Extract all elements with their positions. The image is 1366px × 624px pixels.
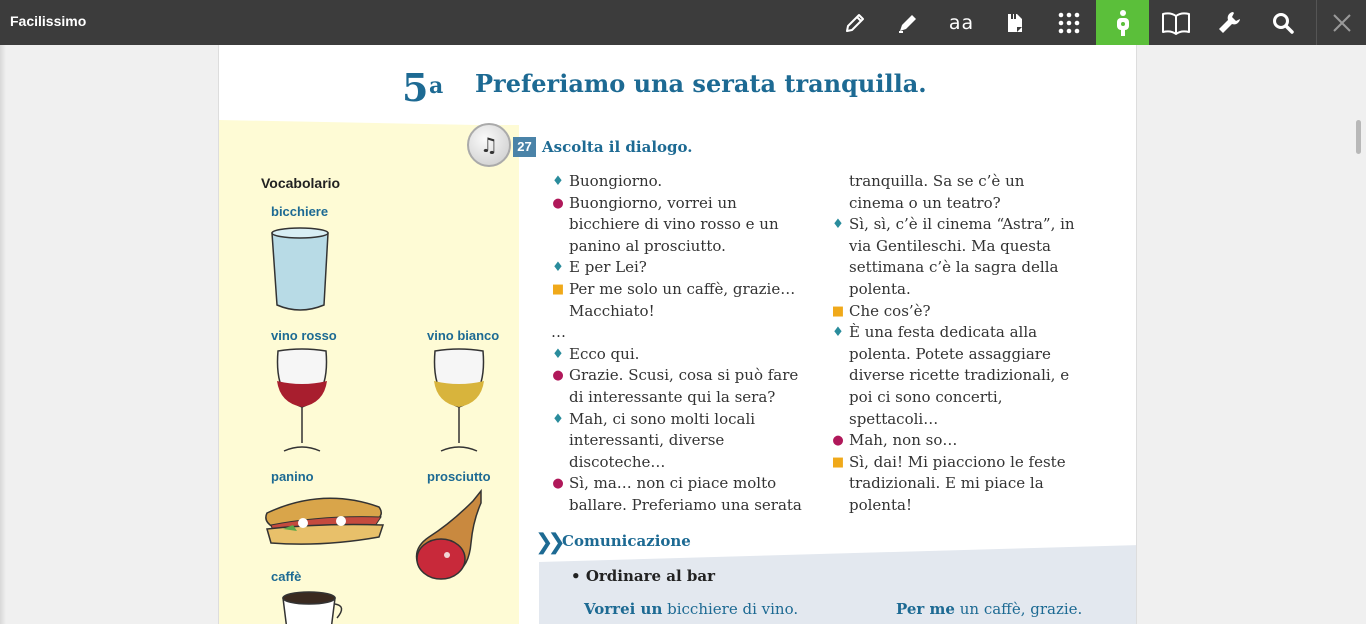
book-page [218,45,1137,624]
chevron-double-right-icon: ❯❯ [535,530,560,555]
unit-number: 5 [402,65,429,110]
music-note-icon: ♫ [480,133,498,157]
dialog-text: Mah, ci sono molti locali [569,409,756,428]
dialog-text: di interessante qui la sera? [569,387,776,406]
track-number: 27 [513,137,536,157]
dialog-line [551,365,811,408]
circle-marker-icon: ● [552,195,564,211]
tools-button[interactable] [1203,0,1256,45]
dialog-text: … [551,323,566,342]
dialog-text: discoteche… [569,452,666,471]
dialog-text: settimana c’è la sagra della [849,258,1059,277]
apps-grid-button[interactable] [1042,0,1095,45]
dialog-line [551,279,811,322]
dialog-text: tranquilla. Sa se c’è un [849,172,1025,190]
dialog-line [831,301,1091,323]
vocab-label-bicchiere: bicchiere [271,204,329,219]
accessibility-button[interactable] [1096,0,1149,45]
diamond-marker-icon: ♦ [552,411,564,427]
diamond-marker-icon: ♦ [552,346,564,362]
communication-title: Comunicazione [562,532,691,550]
diamond-marker-icon: ♦ [552,174,564,189]
circle-marker-icon: ● [552,476,564,492]
example-1-rest: bicchiere di vino. [662,600,799,618]
communication-bullet: • Ordinare al bar [571,567,716,585]
book-icon [1161,11,1191,35]
page-title: Preferiamo una serata tranquilla. [475,69,927,98]
dialog-text: Sì, sì, c’è il cinema “Astra”, in [849,215,1075,234]
square-marker-icon: ■ [551,281,565,297]
search-button[interactable] [1256,0,1309,45]
vocab-label-vino-bianco: vino bianco [427,328,500,343]
app-title: Facilissimo [10,13,87,29]
pencil-outline-icon [843,11,867,35]
example-1-bold: Vorrei un [584,600,663,618]
dialog-text: polenta. [849,279,911,298]
example-2-rest: un caffè, grazie. [954,600,1083,618]
dialog-text: spettacoli… [849,409,939,428]
square-marker-icon: ■ [831,303,845,319]
white-wine-illustration [431,347,487,455]
dialog-line [831,214,1091,300]
dialog-line [551,193,811,258]
dialog-line [551,171,811,193]
dialog-text: Sì, ma… non ci piace molto [569,474,777,493]
vocab-label-vino-rosso: vino rosso [271,328,337,343]
wrench-icon [1216,9,1244,37]
sandwich-illustration [263,485,387,547]
coffee-illustration [279,590,349,624]
note-icon [1003,10,1027,36]
dialog-text: Che cos’è? [849,301,931,320]
left-edge-shadow [0,45,6,624]
glass-illustration [269,225,331,313]
scrollbar-thumb[interactable] [1356,120,1361,154]
vocabulary-title: Vocabolario [261,175,341,191]
dialog-line [551,344,811,366]
dialog-line [831,452,1091,517]
exercise-title: Ascolta il dialogo. [542,138,693,156]
dialog-line [551,257,811,279]
vocab-label-prosciutto: prosciutto [427,469,491,484]
vocab-label-panino: panino [271,469,314,484]
dialog-text: E per Lei? [569,258,647,277]
dialog-text: polenta! [849,495,912,514]
dialog-text: interessanti, diverse [569,431,725,450]
dialog-text: panino al prosciutto. [569,236,726,255]
grid-icon [1058,12,1080,34]
circle-marker-icon: ● [552,368,564,384]
book-button[interactable] [1149,0,1202,45]
dialog-column-1 [551,171,811,517]
circle-marker-icon: ● [832,433,844,449]
pencil-outline-button[interactable] [828,0,881,45]
red-wine-illustration [274,347,330,455]
dialog-line [831,322,1091,430]
highlighter-icon [896,11,920,35]
dialog-text: diverse ricette tradizionali, e [849,366,1070,385]
dialog-text: bicchiere di vino rosso e un [569,215,779,234]
dialog-text: Mah, non so… [849,431,958,450]
communication-bullet-text: Ordinare al bar [585,567,716,585]
highlighter-button[interactable] [881,0,934,45]
dialog-line [551,473,811,516]
dialog-column-2 [831,171,1091,517]
dialog-text: cinema o un teatro? [849,193,1001,212]
dialog-text: Macchiato! [569,301,655,320]
dialog-text: Buongiorno, vorrei un [569,193,737,212]
diamond-marker-icon: ♦ [832,217,844,233]
dialog-text: Ecco qui. [569,344,640,363]
dialog-line [551,409,811,474]
text-size-button[interactable] [935,0,988,45]
unit-letter: a [429,73,444,99]
example-phrase-1 [584,600,798,618]
dialog-text: È una festa dedicata alla [849,323,1038,342]
accessibility-icon [1112,9,1134,37]
dialog-text: tradizionali. E mi piace la [849,474,1044,493]
dialog-line [831,171,1091,214]
dialog-text: Per me solo un caffè, grazie… [569,279,796,298]
dialog-text: ballare. Preferiamo una serata [569,495,802,514]
diamond-marker-icon: ♦ [832,325,844,341]
audio-play-button[interactable] [467,123,511,167]
dialog-line [831,430,1091,452]
dialog-text: poi ci sono concerti, [849,387,1003,406]
close-icon [1332,13,1352,33]
dialog-line [551,322,811,344]
example-2-bold: Per me [896,600,955,618]
example-phrase-2 [896,600,1082,618]
vocab-label-caffe: caffè [271,569,302,584]
dialog-text: Grazie. Scusi, cosa si può fare [569,366,799,385]
diamond-marker-icon: ♦ [552,260,564,276]
close-button[interactable] [1316,0,1366,45]
top-toolbar [0,0,1366,45]
dialog-text: Sì, dai! Mi piacciono le feste [849,452,1066,471]
search-icon [1271,11,1295,35]
square-marker-icon: ■ [831,454,845,470]
dialog-text: Buongiorno. [569,172,663,190]
text-size-icon: aa [948,11,975,34]
ham-illustration [411,487,489,583]
dialog-text: via Gentileschi. Ma questa [849,236,1051,255]
dialog-text: polenta. Potete assaggiare [849,344,1051,363]
note-button[interactable] [988,0,1041,45]
